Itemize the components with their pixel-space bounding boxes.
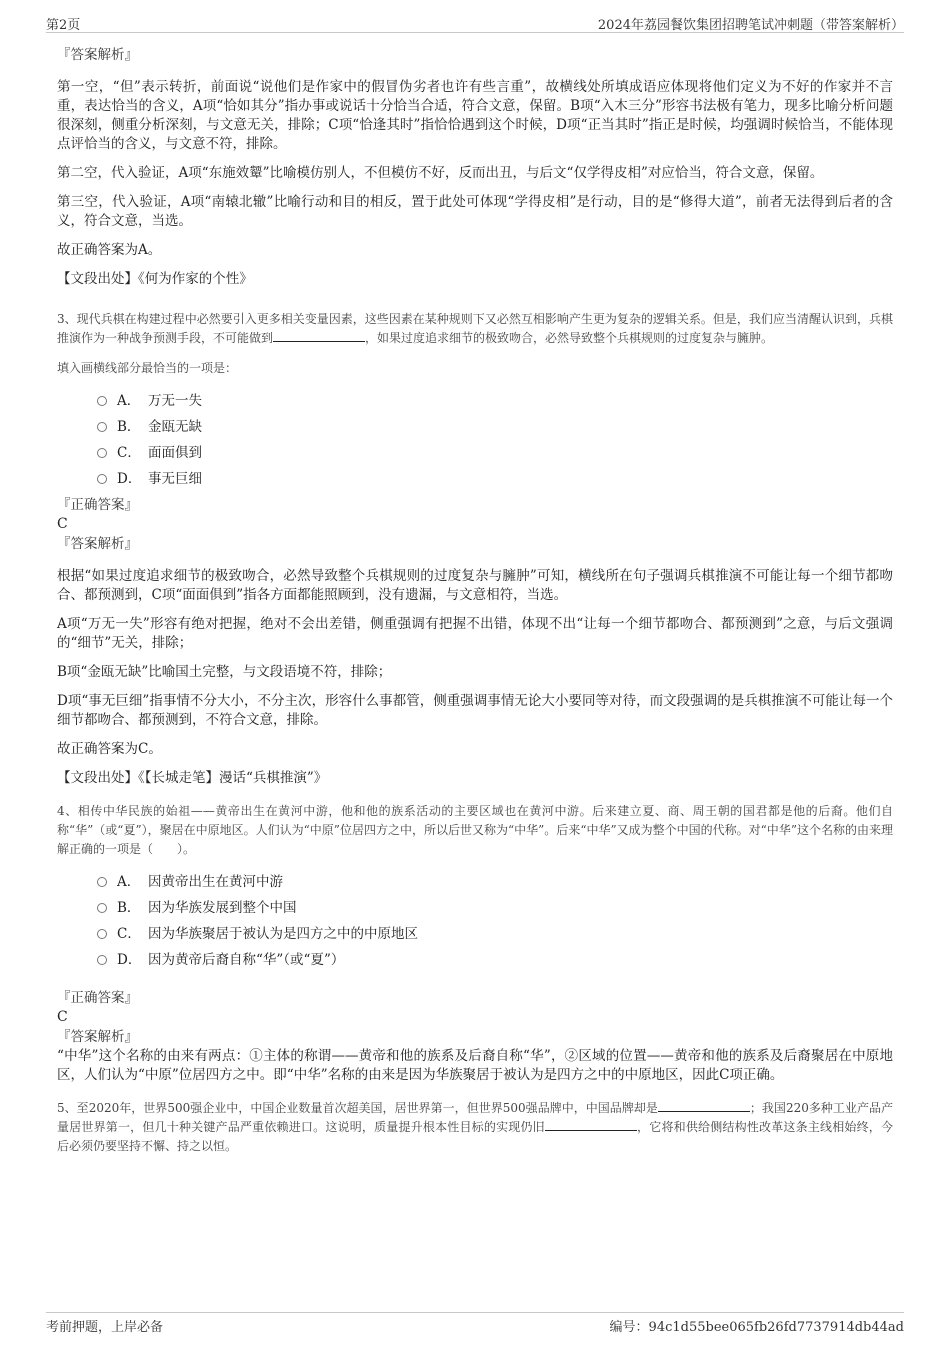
option-text: 面面俱到 [148, 445, 202, 461]
document-title: 2024年荔园餐饮集团招聘笔试冲刺题（带答案解析） [597, 18, 904, 33]
page-header [46, 12, 904, 33]
option-letter: A． [117, 874, 141, 890]
q5-text-c: ，它将和供给侧结构性改革这条主线相始终，今后必须仍要坚持不懈、持之以恒。 [57, 1120, 893, 1153]
q3-blank [273, 329, 365, 342]
option-text: 因为华族聚居于被认为是四方之中的中原地区 [148, 926, 418, 942]
q3-option-d[interactable] [97, 464, 893, 490]
q3-analysis-p4: D项“事无巨细”指事情不分大小，不分主次，形容什么事都管，侧重强调事情无论大小要同等对待，而文段强调的是兵棋推演不可能让每一个细节都吻合、都预测到，不符合文意，排除。 [57, 693, 893, 728]
prev-analysis-p2: 第二空，代入验证，A项“东施效颦”比喻模仿别人，不但模仿不好，反而出丑，与后文“仅学得皮相”对应恰当，符合文意，保留。 [57, 165, 824, 181]
q4-analysis-p1: “中华”这个名称的由来有两点：①主体的称谓——黄帝和他的族系及后裔自称“华”，②区域的位置——黄帝和他的族系及后裔聚居在中原地区，人们认为“中原”位居四方之中。即“中华”名称的由来是因为华族聚居于被认为是四方之中的中原地区，因此C项正确。 [57, 1048, 893, 1083]
prev-analysis-label: 『答案解析』 [57, 47, 138, 63]
option-text: 因黄帝出生在黄河中游 [148, 874, 283, 890]
q3-correct-answer: C [57, 516, 68, 532]
radio-icon[interactable] [97, 422, 107, 432]
q5-stem [57, 1099, 893, 1156]
q4-analysis-label: 『答案解析』 [57, 1029, 138, 1045]
option-letter: D． [117, 471, 142, 487]
radio-icon[interactable] [97, 955, 107, 965]
q4-option-a[interactable] [97, 867, 893, 893]
q4-options [97, 867, 893, 971]
radio-icon[interactable] [97, 396, 107, 406]
q3-analysis-p1: 根据“如果过度追求细节的极致吻合，必然导致整个兵棋规则的过度复杂与臃肿”可知，横线所在句子强调兵棋推演不可能让每一个细节都吻合、都预测到，C项“面面俱到”指各方面都能照顾到，没有遗漏，与文意相符，当选。 [57, 568, 893, 603]
footer-code-label: 编号： [609, 1320, 649, 1335]
prev-analysis-p1: 第一空，“但”表示转折，前面说“说他们是作家中的假冒伪劣者也许有些言重”，故横线处所填成语应体现将他们定义为不好的作家并不言重，表达恰当的含义，A项“恰如其分”指办事或说话十分恰当合适，符合文意，保留。B项“入木三分”形容书法极有笔力，现多比喻分析问题很深刻，侧重分析深刻，与文意无关，排除；C项“恰逢其时”指恰恰遇到这个时候，D项“正当其时”指正是时候，均强调时候恰当，不能体现点评恰当的含义，与文意不符，排除。 [57, 79, 893, 152]
page-footer [46, 1312, 904, 1335]
radio-icon[interactable] [97, 474, 107, 484]
q5-text-a: 5、至2020年，世界500强企业中，中国企业数量首次超美国，居世界第一，但世界500强品牌中，中国品牌却是 [57, 1101, 658, 1115]
q3-option-c[interactable] [97, 438, 893, 464]
option-letter: C． [117, 926, 141, 942]
q3-source: 【文段出处】《【长城走笔】漫话“兵棋推演”》 [57, 770, 328, 786]
footer-slogan: 考前押题，上岸必备 [46, 1320, 164, 1335]
radio-icon[interactable] [97, 877, 107, 887]
q5-blank-2 [545, 1118, 637, 1131]
footer-code [610, 1316, 904, 1335]
q4-correct-answer: C [57, 1009, 68, 1025]
q3-analysis-label: 『答案解析』 [57, 536, 138, 552]
prev-analysis-p3: 第三空，代入验证，A项“南辕北辙”比喻行动和目的相反，置于此处可体现“学得皮相”是行动，目的是“修得大道”，前者无法得到后者的含义，符合文意，当选。 [57, 194, 893, 229]
q3-options [97, 386, 893, 490]
q3-conclusion: 故正确答案为C。 [57, 741, 162, 757]
option-letter: D． [117, 952, 142, 968]
q3-analysis-p2: A项“万无一失”形容有绝对把握，绝对不会出差错，侧重强调有把握不出错，体现不出“让每一个细节都吻合、都预测到”之意，与后文强调的“细节”无关，排除； [57, 616, 893, 651]
radio-icon[interactable] [97, 929, 107, 939]
q4-stem: 4、相传中华民族的始祖——黄帝出生在黄河中游，他和他的族系活动的主要区域也在黄河中游。后来建立夏、商、周王朝的国君都是他的后裔。他们自称“华”（或“夏”），聚居在中原地区。人们认为“中原”位居四方之中，所以后世又称为“中华”。后来“中华”又成为整个中国的代称。对“中华”这个名称的由来理解正确的一项是（ ）。 [57, 804, 893, 856]
q4-option-c[interactable] [97, 919, 893, 945]
option-text: 金瓯无缺 [148, 419, 202, 435]
q3-prompt: 填入画横线部分最恰当的一项是： [57, 361, 238, 375]
q5-blank-1 [658, 1099, 750, 1112]
option-letter: B． [117, 900, 141, 916]
q3-text-before: 3、现代兵棋在构建过程中必然要引入更多相关变量因素，这些因素在某种规则下又必然互相影响产生更为复杂的逻辑关系。但是，我们应当清醒认识到，兵棋推演作为一种战争预测手段，不可能做到 [57, 312, 893, 345]
q3-correct-label: 『正确答案』 [57, 497, 138, 513]
q5-text-b: ；我国220多种工业产品产量居世界第一，但几十种关键产品严重依赖进口。这说明，质量提升根本性目标的实现仍旧 [57, 1101, 893, 1134]
page-number: 第2页 [46, 18, 81, 33]
option-text: 万无一失 [148, 393, 202, 409]
q3-stem [57, 310, 893, 348]
q3-text-after: ，如果过度追求细节的极致吻合，必然导致整个兵棋规则的过度复杂与臃肿。 [365, 331, 774, 345]
q3-option-a[interactable] [97, 386, 893, 412]
q4-option-b[interactable] [97, 893, 893, 919]
prev-source: 【文段出处】《何为作家的个性》 [57, 271, 253, 287]
option-text: 因为华族发展到整个中国 [148, 900, 297, 916]
option-letter: A． [117, 393, 141, 409]
q3-analysis-p3: B项“金瓯无缺”比喻国土完整，与文段语境不符，排除； [57, 664, 392, 680]
page-content [57, 46, 893, 1156]
radio-icon[interactable] [97, 903, 107, 913]
radio-icon[interactable] [97, 448, 107, 458]
option-letter: B． [117, 419, 141, 435]
footer-code-value: 94c1d55bee065fb26fd7737914db44ad [648, 1320, 904, 1335]
prev-conclusion: 故正确答案为A。 [57, 242, 162, 258]
option-text: 因为黄帝后裔自称“华”（或“夏”） [148, 952, 345, 968]
q3-option-b[interactable] [97, 412, 893, 438]
q4-correct-label: 『正确答案』 [57, 990, 138, 1006]
option-text: 事无巨细 [148, 471, 202, 487]
option-letter: C． [117, 445, 141, 461]
q4-option-d[interactable] [97, 945, 893, 971]
